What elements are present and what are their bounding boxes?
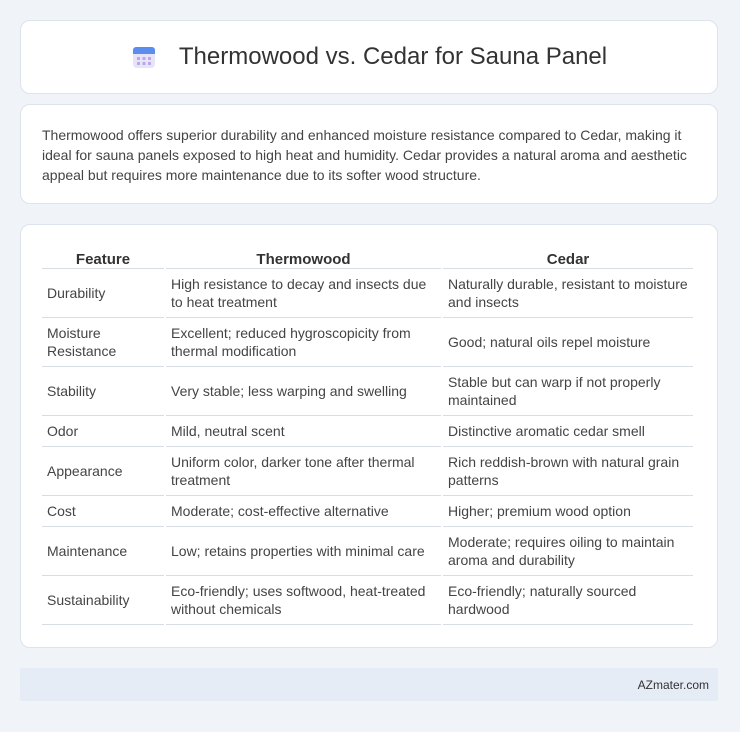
feature-cell: Odor (42, 416, 164, 447)
header-feature: Feature (42, 245, 164, 269)
feature-cell: Maintenance (42, 527, 164, 576)
summary-card (20, 104, 718, 204)
summary-text: Thermowood offers superior durability and enhanced moisture resistance compared to Cedar, making it ideal for sauna panels exposed to high heat and humidity. Cedar provides a natural aroma and aesthetic appeal but requires more maintenance due to its softer wood structure. (42, 127, 687, 183)
feature-cell: Sustainability (42, 576, 164, 625)
thermowood-cell: Eco-friendly; uses softwood, heat-treated without chemicals (166, 576, 441, 625)
table-row (42, 527, 693, 576)
comparison-table (40, 245, 695, 625)
cedar-cell: Good; natural oils repel moisture (443, 318, 693, 367)
thermowood-cell: Mild, neutral scent (166, 416, 441, 447)
footer-brand: AZmater.com (637, 677, 709, 692)
feature-cell: Stability (42, 367, 164, 416)
table-row (42, 318, 693, 367)
cedar-cell: Moderate; requires oiling to maintain aroma and durability (443, 527, 693, 576)
cedar-cell: Distinctive aromatic cedar smell (443, 416, 693, 447)
cedar-cell: Higher; premium wood option (443, 496, 693, 527)
header-cedar: Cedar (443, 245, 693, 269)
footer (20, 668, 718, 701)
table-row (42, 367, 693, 416)
feature-cell: Moisture Resistance (42, 318, 164, 367)
calendar-icon (131, 44, 157, 70)
feature-cell: Durability (42, 269, 164, 318)
table-header-row (42, 245, 693, 269)
feature-cell: Appearance (42, 447, 164, 496)
thermowood-cell: High resistance to decay and insects due to heat treatment (166, 269, 441, 318)
thermowood-cell: Uniform color, darker tone after thermal treatment (166, 447, 441, 496)
header-thermowood: Thermowood (166, 245, 441, 269)
table-row (42, 496, 693, 527)
table-row (42, 269, 693, 318)
comparison-table-card (20, 224, 718, 648)
cedar-cell: Rich reddish-brown with natural grain patterns (443, 447, 693, 496)
page-title: Thermowood vs. Cedar for Sauna Panel (178, 43, 608, 70)
table-row (42, 447, 693, 496)
thermowood-cell: Very stable; less warping and swelling (166, 367, 441, 416)
feature-cell: Cost (42, 496, 164, 527)
cedar-cell: Naturally durable, resistant to moisture and insects (443, 269, 693, 318)
table-row (42, 416, 693, 447)
thermowood-cell: Excellent; reduced hygroscopicity from thermal modification (166, 318, 441, 367)
cedar-cell: Eco-friendly; naturally sourced hardwood (443, 576, 693, 625)
cedar-cell: Stable but can warp if not properly maintained (443, 367, 693, 416)
thermowood-cell: Moderate; cost-effective alternative (166, 496, 441, 527)
thermowood-cell: Low; retains properties with minimal care (166, 527, 441, 576)
table-row (42, 576, 693, 625)
title-card (20, 20, 718, 94)
